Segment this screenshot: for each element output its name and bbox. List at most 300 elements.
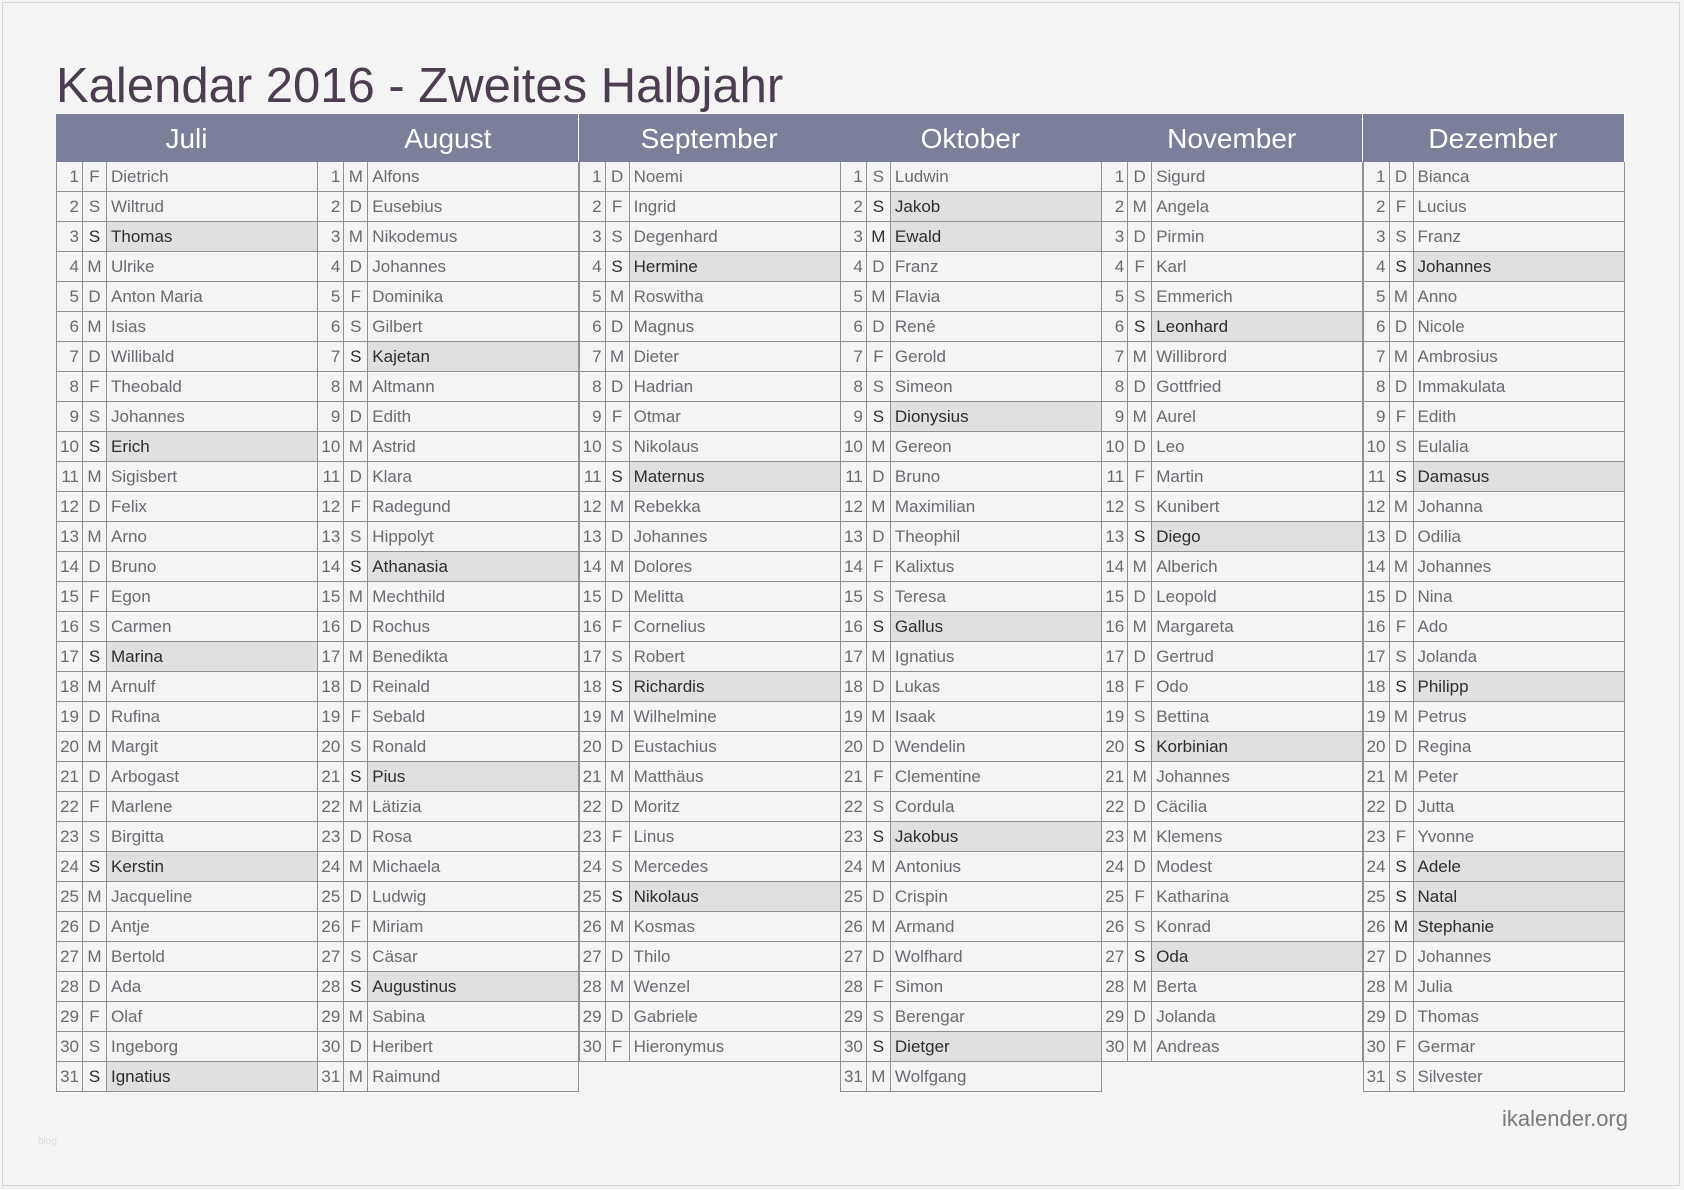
weekday-letter: F [867, 342, 891, 371]
name-day: Korbinian [1152, 732, 1363, 761]
weekday-letter: S [344, 732, 368, 761]
day-number: 13 [840, 522, 867, 551]
day-number: 24 [1101, 852, 1128, 881]
weekday-letter: S [344, 522, 368, 551]
day-row [1363, 612, 1625, 642]
weekday-letter: M [867, 282, 891, 311]
day-row [579, 252, 841, 282]
name-day: Hermine [630, 252, 841, 281]
day-row [840, 672, 1102, 702]
name-day: Simon [891, 972, 1102, 1001]
day-row [317, 312, 579, 342]
day-number: 31 [56, 1062, 83, 1091]
weekday-letter: S [867, 402, 891, 431]
day-row [1363, 642, 1625, 672]
day-row [579, 312, 841, 342]
name-day: Otmar [630, 402, 841, 431]
weekday-letter: M [83, 312, 107, 341]
day-row [317, 492, 579, 522]
weekday-letter: D [1390, 942, 1414, 971]
day-row [56, 582, 318, 612]
name-day: Benedikta [368, 642, 579, 671]
day-row [1101, 582, 1363, 612]
weekday-letter: M [344, 852, 368, 881]
day-number: 4 [579, 252, 606, 281]
weekday-letter: M [606, 282, 630, 311]
day-row [317, 522, 579, 552]
day-row [317, 732, 579, 762]
weekday-letter: D [83, 282, 107, 311]
name-day: Berengar [891, 1002, 1102, 1031]
day-number: 5 [840, 282, 867, 311]
day-row [579, 192, 841, 222]
day-number: 10 [579, 432, 606, 461]
weekday-letter: M [83, 672, 107, 701]
day-number: 25 [579, 882, 606, 911]
month-column-5 [1363, 114, 1625, 1086]
day-number: 28 [317, 972, 344, 1001]
weekday-letter: F [867, 972, 891, 1001]
name-day: Arbogast [107, 762, 318, 791]
weekday-letter: D [83, 702, 107, 731]
name-day: Jutta [1414, 792, 1625, 821]
day-number: 2 [317, 192, 344, 221]
name-day: Ronald [368, 732, 579, 761]
weekday-letter: D [1390, 522, 1414, 551]
day-row [840, 972, 1102, 1002]
day-row [56, 792, 318, 822]
weekday-letter: D [1390, 1002, 1414, 1031]
day-row [56, 342, 318, 372]
day-number: 5 [1363, 282, 1390, 311]
weekday-letter: M [344, 582, 368, 611]
name-day: Oda [1152, 942, 1363, 971]
weekday-letter: M [867, 912, 891, 941]
day-number: 24 [579, 852, 606, 881]
day-row [317, 852, 579, 882]
day-number: 21 [317, 762, 344, 791]
name-day: Klara [368, 462, 579, 491]
day-number: 8 [317, 372, 344, 401]
day-row [317, 552, 579, 582]
name-day: Athanasia [368, 552, 579, 581]
day-row [317, 1062, 579, 1092]
day-row [1101, 612, 1363, 642]
day-row [56, 1062, 318, 1092]
weekday-letter: S [867, 162, 891, 191]
name-day: Bruno [107, 552, 318, 581]
weekday-letter: S [606, 852, 630, 881]
day-number: 18 [840, 672, 867, 701]
name-day: Thomas [1414, 1002, 1625, 1031]
day-number: 7 [56, 342, 83, 371]
name-day: Jolanda [1152, 1002, 1363, 1031]
weekday-letter: D [1128, 432, 1152, 461]
day-row [1363, 342, 1625, 372]
day-row [579, 342, 841, 372]
day-number: 31 [1363, 1062, 1390, 1091]
weekday-letter: D [344, 1032, 368, 1061]
name-day: Yvonne [1414, 822, 1625, 851]
day-row [1101, 192, 1363, 222]
weekday-letter: M [606, 912, 630, 941]
name-day: Kalixtus [891, 552, 1102, 581]
day-row [1101, 732, 1363, 762]
weekday-letter: D [344, 402, 368, 431]
weekday-letter: M [1390, 342, 1414, 371]
day-row [840, 822, 1102, 852]
weekday-letter: D [867, 942, 891, 971]
day-number: 11 [840, 462, 867, 491]
day-number: 27 [579, 942, 606, 971]
day-row [579, 732, 841, 762]
weekday-letter: D [606, 942, 630, 971]
day-row [317, 612, 579, 642]
weekday-letter: F [83, 1002, 107, 1031]
name-day: Dionysius [891, 402, 1102, 431]
weekday-letter: M [867, 222, 891, 251]
name-day: Johanna [1414, 492, 1625, 521]
day-row [1363, 552, 1625, 582]
weekday-letter: M [1390, 912, 1414, 941]
day-row [317, 222, 579, 252]
weekday-letter: S [867, 1032, 891, 1061]
weekday-letter: D [1128, 792, 1152, 821]
weekday-letter: S [606, 222, 630, 251]
day-row [317, 762, 579, 792]
day-row [1101, 1002, 1363, 1032]
weekday-letter: M [1390, 552, 1414, 581]
name-day: Theobald [107, 372, 318, 401]
weekday-letter: M [1128, 1032, 1152, 1061]
day-number: 22 [579, 792, 606, 821]
weekday-letter: S [606, 882, 630, 911]
day-number: 22 [317, 792, 344, 821]
weekday-letter: S [1128, 912, 1152, 941]
day-row [1101, 702, 1363, 732]
name-day: Richardis [630, 672, 841, 701]
day-number: 25 [1101, 882, 1128, 911]
day-number: 14 [317, 552, 344, 581]
day-number: 15 [840, 582, 867, 611]
day-row [1363, 492, 1625, 522]
day-number: 16 [56, 612, 83, 641]
day-number: 28 [579, 972, 606, 1001]
day-row [56, 522, 318, 552]
name-day: Reinald [368, 672, 579, 701]
day-row [1363, 162, 1625, 192]
name-day: Michaela [368, 852, 579, 881]
day-number: 30 [56, 1032, 83, 1061]
name-day: Hadrian [630, 372, 841, 401]
day-row [579, 942, 841, 972]
day-row [579, 432, 841, 462]
day-number: 15 [56, 582, 83, 611]
day-row [317, 822, 579, 852]
weekday-letter: F [606, 1032, 630, 1061]
name-day: Sigisbert [107, 462, 318, 491]
day-number: 12 [840, 492, 867, 521]
name-day: Ada [107, 972, 318, 1001]
day-number: 20 [56, 732, 83, 761]
weekday-letter: S [1128, 702, 1152, 731]
day-row [840, 552, 1102, 582]
name-day: Moritz [630, 792, 841, 821]
day-number: 10 [1363, 432, 1390, 461]
name-day: Anton Maria [107, 282, 318, 311]
day-number: 3 [579, 222, 606, 251]
day-row [579, 162, 841, 192]
day-row [1101, 1032, 1363, 1062]
day-row [579, 222, 841, 252]
weekday-letter: F [606, 612, 630, 641]
name-day: Erich [107, 432, 318, 461]
weekday-letter: F [1128, 672, 1152, 701]
name-day: Alberich [1152, 552, 1363, 581]
weekday-letter: F [867, 552, 891, 581]
name-day: Heribert [368, 1032, 579, 1061]
name-day: Nina [1414, 582, 1625, 611]
weekday-letter: M [1128, 762, 1152, 791]
weekday-letter: S [83, 642, 107, 671]
name-day: Modest [1152, 852, 1363, 881]
name-day: Angela [1152, 192, 1363, 221]
day-row [840, 942, 1102, 972]
weekday-letter: S [606, 642, 630, 671]
day-number: 27 [317, 942, 344, 971]
day-number: 1 [579, 162, 606, 191]
day-row [579, 792, 841, 822]
day-row [1363, 702, 1625, 732]
day-row [579, 402, 841, 432]
day-row [1363, 822, 1625, 852]
weekday-letter: S [1390, 672, 1414, 701]
day-number: 5 [1101, 282, 1128, 311]
day-row [317, 792, 579, 822]
weekday-letter: M [83, 522, 107, 551]
weekday-letter: S [1390, 1062, 1414, 1091]
day-number: 8 [1101, 372, 1128, 401]
name-day: Wiltrud [107, 192, 318, 221]
name-day: Edith [368, 402, 579, 431]
name-day: Johannes [1414, 252, 1625, 281]
name-day: Kunibert [1152, 492, 1363, 521]
footer-brand[interactable]: ikalender.org [1502, 1106, 1628, 1131]
weekday-letter: M [1128, 612, 1152, 641]
day-row [1363, 222, 1625, 252]
day-row [1101, 672, 1363, 702]
name-day: Cordula [891, 792, 1102, 821]
day-number: 8 [840, 372, 867, 401]
day-row [1363, 402, 1625, 432]
day-row [1101, 432, 1363, 462]
name-day: Sigurd [1152, 162, 1363, 191]
day-row [1363, 672, 1625, 702]
weekday-letter: S [606, 672, 630, 701]
day-row [840, 432, 1102, 462]
weekday-letter: D [83, 762, 107, 791]
day-number: 15 [579, 582, 606, 611]
weekday-letter: D [344, 882, 368, 911]
weekday-letter: D [1128, 582, 1152, 611]
weekday-letter: S [344, 942, 368, 971]
day-row [579, 582, 841, 612]
weekday-letter: F [1128, 882, 1152, 911]
day-number: 20 [579, 732, 606, 761]
weekday-letter: D [344, 252, 368, 281]
day-number: 7 [1101, 342, 1128, 371]
day-number: 24 [317, 852, 344, 881]
day-row [317, 912, 579, 942]
weekday-letter: M [1128, 402, 1152, 431]
day-number: 10 [317, 432, 344, 461]
weekday-letter: S [867, 612, 891, 641]
day-row [1101, 942, 1363, 972]
day-row [317, 162, 579, 192]
name-day: Jakobus [891, 822, 1102, 851]
day-number: 23 [840, 822, 867, 851]
day-number: 6 [56, 312, 83, 341]
name-day: Raimund [368, 1062, 579, 1091]
name-day: Kajetan [368, 342, 579, 371]
name-day: Bruno [891, 462, 1102, 491]
weekday-letter: M [344, 1062, 368, 1091]
name-day: Natal [1414, 882, 1625, 911]
name-day: Isaak [891, 702, 1102, 731]
name-day: Dietrich [107, 162, 318, 191]
day-number: 8 [56, 372, 83, 401]
weekday-letter: M [1128, 552, 1152, 581]
day-number: 4 [1101, 252, 1128, 281]
name-day: Wendelin [891, 732, 1102, 761]
day-number: 1 [56, 162, 83, 191]
weekday-letter: S [1128, 522, 1152, 551]
day-row [1363, 522, 1625, 552]
day-row [317, 372, 579, 402]
name-day: Aurel [1152, 402, 1363, 431]
weekday-letter: M [344, 222, 368, 251]
weekday-letter: M [83, 732, 107, 761]
day-number: 8 [579, 372, 606, 401]
day-number: 5 [56, 282, 83, 311]
day-row [1363, 1002, 1625, 1032]
weekday-letter: D [344, 822, 368, 851]
day-row [840, 1032, 1102, 1062]
weekday-letter: F [83, 372, 107, 401]
weekday-letter: F [344, 912, 368, 941]
weekday-letter: D [1390, 372, 1414, 401]
weekday-letter: M [344, 432, 368, 461]
day-number: 29 [317, 1002, 344, 1031]
name-day: Johannes [1414, 942, 1625, 971]
day-number: 29 [1101, 1002, 1128, 1031]
weekday-letter: S [1128, 492, 1152, 521]
weekday-letter: S [83, 432, 107, 461]
day-number: 28 [56, 972, 83, 1001]
day-row [1101, 882, 1363, 912]
day-row [840, 312, 1102, 342]
day-row [579, 612, 841, 642]
name-day: Regina [1414, 732, 1625, 761]
weekday-letter: D [1390, 312, 1414, 341]
day-number: 22 [1363, 792, 1390, 821]
day-number: 12 [56, 492, 83, 521]
weekday-letter: S [867, 372, 891, 401]
day-row [579, 372, 841, 402]
day-number: 9 [1101, 402, 1128, 431]
name-day: Flavia [891, 282, 1102, 311]
name-day: Martin [1152, 462, 1363, 491]
weekday-letter: M [344, 1002, 368, 1031]
name-day: Melitta [630, 582, 841, 611]
day-number: 13 [1363, 522, 1390, 551]
day-row [840, 372, 1102, 402]
weekday-letter: D [1390, 792, 1414, 821]
day-row [840, 1062, 1102, 1092]
weekday-letter: S [83, 222, 107, 251]
weekday-letter: F [344, 702, 368, 731]
name-day: Silvester [1414, 1062, 1625, 1091]
day-number: 16 [1363, 612, 1390, 641]
name-day: Dolores [630, 552, 841, 581]
weekday-letter: M [606, 552, 630, 581]
weekday-letter: D [344, 462, 368, 491]
day-number: 1 [840, 162, 867, 191]
weekday-letter: D [1390, 582, 1414, 611]
day-number: 16 [579, 612, 606, 641]
name-day: Jacqueline [107, 882, 318, 911]
name-day: Birgitta [107, 822, 318, 851]
name-day: Peter [1414, 762, 1625, 791]
weekday-letter: D [1128, 372, 1152, 401]
weekday-letter: S [1390, 252, 1414, 281]
day-row [579, 852, 841, 882]
day-number: 6 [840, 312, 867, 341]
day-row [1101, 792, 1363, 822]
day-number: 17 [840, 642, 867, 671]
weekday-letter: S [344, 972, 368, 1001]
day-number: 21 [1363, 762, 1390, 791]
day-row [840, 462, 1102, 492]
day-row [579, 492, 841, 522]
day-row [56, 732, 318, 762]
name-day: Maternus [630, 462, 841, 491]
weekday-letter: M [83, 942, 107, 971]
day-number: 9 [579, 402, 606, 431]
name-day: Ado [1414, 612, 1625, 641]
weekday-letter: D [1128, 1002, 1152, 1031]
weekday-letter: D [867, 732, 891, 761]
name-day: Gereon [891, 432, 1102, 461]
weekday-letter: S [344, 312, 368, 341]
day-number: 23 [1101, 822, 1128, 851]
day-number: 26 [56, 912, 83, 941]
name-day: Berta [1152, 972, 1363, 1001]
day-number: 3 [1101, 222, 1128, 251]
day-row [840, 222, 1102, 252]
day-row [56, 1002, 318, 1032]
day-number: 2 [1363, 192, 1390, 221]
weekday-letter: M [1128, 822, 1152, 851]
day-number: 4 [840, 252, 867, 281]
day-number: 18 [579, 672, 606, 701]
weekday-letter: D [867, 522, 891, 551]
month-column-1 [317, 114, 579, 1086]
name-day: Wenzel [630, 972, 841, 1001]
name-day: Wolfhard [891, 942, 1102, 971]
month-header: Oktober [840, 114, 1102, 162]
day-row [56, 642, 318, 672]
